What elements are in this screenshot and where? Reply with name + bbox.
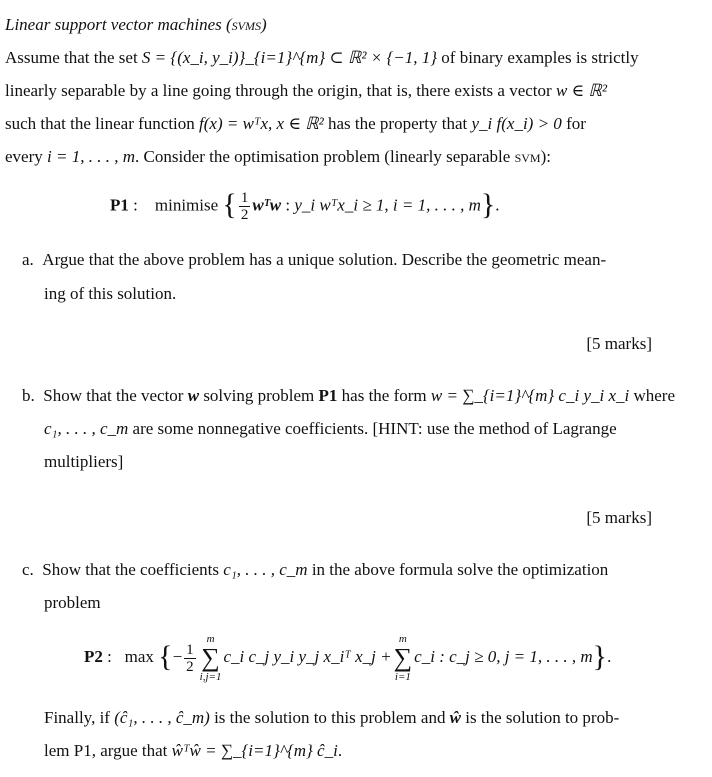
equation-p1 (110, 190, 500, 223)
intro-text: linearly separable by a line going through the origin, that is, there exists a vector (5, 81, 556, 100)
p1-frac-den: 2 (240, 207, 249, 223)
p1-fraction (239, 190, 251, 223)
part-a-label: a. (22, 250, 34, 269)
p2-quadratic-term: c_i c_j y_i y_j x_iᵀ x_j + (223, 646, 392, 666)
part-c-line-1 (22, 560, 608, 580)
p2-fraction (184, 642, 196, 675)
part-b-text: has the form (337, 386, 431, 405)
sigma-icon: ∑ (201, 643, 220, 672)
p2-sum-2-top: m (398, 633, 407, 645)
p1-separator: : (281, 195, 295, 215)
section-heading (5, 15, 267, 35)
part-b-marks: [5 marks] (586, 508, 652, 527)
p1-constraint: y_i wᵀx_i ≥ 1, i = 1, . . . , m (294, 195, 481, 215)
equation-p2 (84, 632, 611, 692)
p1-minimise: minimise (154, 195, 219, 215)
p2-sum-1-top: m (206, 633, 215, 645)
part-b-line-2 (44, 419, 617, 439)
part-c-line-2 (44, 593, 101, 613)
p2-label: P2 (84, 646, 103, 666)
index-range-formula: i = 1, . . . , m (47, 147, 135, 166)
p2-constraint: : c_j ≥ 0, j = 1, . . . , m (434, 646, 593, 666)
p1-colon: : (128, 195, 138, 215)
part-c-text: lem P1, argue that (44, 741, 172, 760)
svm-acronym: svm (514, 147, 541, 166)
part-c-coefficients: c₁, . . . , c_m (223, 560, 308, 579)
p2-frac-num: 1 (186, 641, 194, 658)
part-c-text: problem (44, 593, 101, 612)
p2-minus: − (172, 646, 183, 666)
part-c-text: in the above formula solve the optimization (307, 560, 609, 579)
p1-label: P1 (110, 195, 129, 215)
p2-max: max (124, 646, 154, 666)
intro-text: has the property that (323, 114, 472, 133)
intro-text: . Consider the optimisation problem (linearly separable (135, 147, 515, 166)
part-a-line-1 (22, 250, 606, 270)
p1-objective: wᵀw (252, 195, 282, 215)
part-c-text: Finally, if (44, 708, 115, 727)
p2-linear-term: c_i (414, 646, 435, 666)
part-c-text: Show that the coefficients (42, 560, 224, 579)
part-b-text: multipliers] (44, 452, 124, 471)
part-a-text: ing of this solution. (44, 284, 177, 303)
part-c-final-line-2 (44, 741, 342, 761)
part-c-solution-tuple: (ĉ₁, . . . , ĉ_m) (114, 708, 210, 727)
p2-sum-1 (200, 632, 222, 684)
p2-sum-2 (394, 632, 413, 684)
part-b-text: Show that the vector (43, 386, 188, 405)
p2-open-brace: { (158, 639, 173, 673)
p2-sum-2-bottom: i=1 (394, 671, 411, 683)
intro-line-4 (5, 147, 551, 167)
p1-frac-num: 1 (240, 190, 249, 206)
p2-colon: : (102, 646, 112, 666)
p2-sum-1-bottom: i,j=1 (199, 671, 222, 683)
p2-close-brace: } (592, 639, 608, 673)
linear-function-formula: f(x) = wᵀx, x ∈ ℝ² (199, 114, 324, 133)
p1-close-brace: } (480, 188, 496, 222)
intro-text: Assume that the set (5, 48, 142, 67)
part-c-text: . (337, 741, 343, 760)
part-b-text: are some nonnegative coefficients. [HINT: use the method of Lagrange (128, 419, 617, 438)
part-c-w-hat: ŵ (449, 708, 462, 727)
p1-open-brace: { (222, 188, 237, 222)
intro-text: for (561, 114, 586, 133)
margin-condition-formula: y_i f(x_i) > 0 (471, 114, 562, 133)
part-b-label: b. (22, 386, 35, 405)
part-c-label: c. (22, 560, 34, 579)
part-b-line-3 (44, 452, 123, 472)
part-b-coefficients: c₁, . . . , c_m (44, 419, 129, 438)
intro-text: ): (540, 147, 551, 166)
heading-title: Linear support vector machines ( (5, 15, 232, 34)
part-a-line-2 (44, 284, 176, 304)
intro-text: every (5, 147, 48, 166)
part-c-text: is the solution to this problem and (209, 708, 450, 727)
part-c-text: is the solution to prob- (461, 708, 620, 727)
sigma-icon: ∑ (393, 643, 413, 672)
part-a-text: Argue that the above problem has a unique solution. Describe the geometric mean- (42, 250, 607, 269)
intro-line-3 (5, 114, 586, 134)
heading-acronym: svms (231, 15, 261, 34)
p2-period: . (607, 646, 612, 666)
part-c-norm-identity: ŵᵀŵ = ∑_{i=1}^{m} ĉ_i (171, 741, 338, 760)
intro-text: of binary examples is strictly (437, 48, 639, 67)
part-b-w-expansion: w = ∑_{i=1}^{m} c_i y_i x_i (430, 386, 630, 405)
part-a-marks: [5 marks] (586, 334, 652, 353)
heading-close: ) (260, 15, 267, 34)
intro-line-1 (5, 48, 639, 68)
part-b-text: solving problem (199, 386, 319, 405)
set-s-formula: S = {(x_i, y_i)}_{i=1}^{m} ⊂ ℝ² × {−1, 1} (141, 48, 438, 67)
part-c-final-line-1 (44, 708, 619, 728)
p1-period: . (495, 195, 500, 215)
part-b-p1-ref: P1 (318, 386, 338, 405)
part-b-line-1 (22, 386, 675, 406)
vector-w-formula: w ∈ ℝ² (555, 81, 607, 100)
intro-line-2 (5, 81, 607, 101)
part-b-text: where (629, 386, 676, 405)
p2-frac-den: 2 (186, 658, 194, 675)
part-b-w: w (187, 386, 200, 405)
intro-text: such that the linear function (5, 114, 200, 133)
